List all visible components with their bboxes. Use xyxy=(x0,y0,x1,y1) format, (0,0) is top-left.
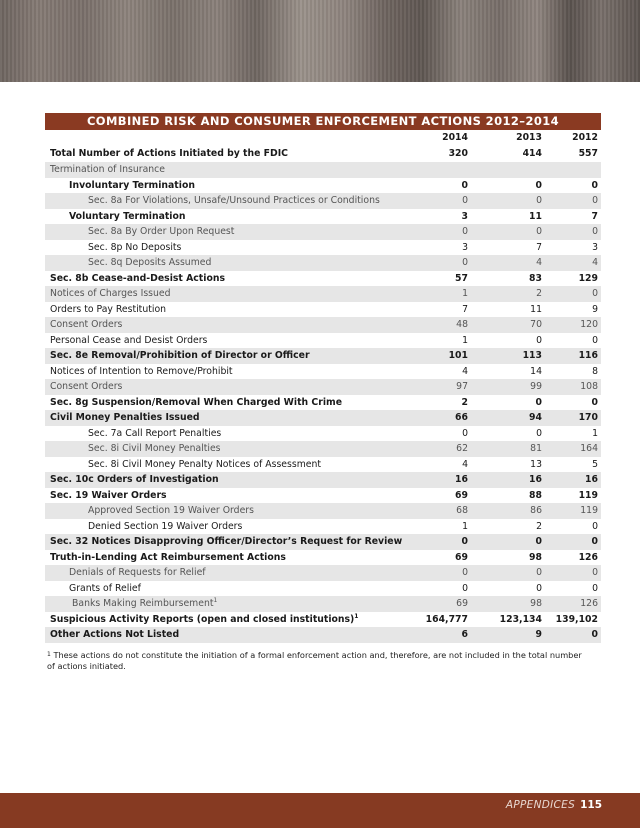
cell-value-2014: 4 xyxy=(462,365,468,377)
cell-value-2012: 0 xyxy=(591,396,598,408)
cell-value-2013: 81 xyxy=(530,443,542,454)
table-row xyxy=(45,596,601,612)
cell-value-2014: 0 xyxy=(462,226,468,237)
cell-value-2013: 70 xyxy=(530,319,542,330)
year-header: 2013 xyxy=(516,132,542,143)
table-body xyxy=(45,146,601,643)
row-label: Sec. 8i Civil Money Penalties xyxy=(88,443,221,454)
cell-value-2013: 9 xyxy=(535,629,542,640)
cell-value-2012: 7 xyxy=(591,210,598,222)
cell-value-2013: 98 xyxy=(530,598,542,609)
cell-value-2013: 0 xyxy=(536,567,542,578)
cell-value-2012: 129 xyxy=(578,272,598,284)
cell-value-2012: 0 xyxy=(592,567,598,578)
table-row xyxy=(45,503,601,519)
cell-value-2014: 7 xyxy=(462,303,468,315)
table-row xyxy=(45,348,601,364)
cell-value-2014: 6 xyxy=(461,629,468,640)
cell-value-2013: 94 xyxy=(529,412,542,423)
cell-value-2014: 69 xyxy=(456,598,468,609)
cell-value-2014 xyxy=(408,162,468,178)
footnote: $^1$ These actions do not constitute the initiation of a formal enforcement action and, therefore, are not included in the total number of actions initiated. xyxy=(47,650,582,671)
cell-value-2014: 164,777 xyxy=(425,613,468,625)
cell-value-2013: 14 xyxy=(530,365,542,377)
cell-value-2013: 0 xyxy=(536,427,542,439)
cell-value-2012: 108 xyxy=(580,381,598,392)
table-row xyxy=(45,488,601,504)
cell-value-2012: 126 xyxy=(580,598,598,609)
row-label: Sec. 8b Cease-and-Desist Actions xyxy=(50,272,225,284)
cell-value-2012: 5 xyxy=(592,458,598,470)
table-row xyxy=(45,255,601,271)
table-row xyxy=(45,271,601,287)
cell-value-2013: 0 xyxy=(536,226,542,237)
table-row xyxy=(45,534,601,550)
row-label: Involuntary Termination xyxy=(69,179,195,191)
cell-value-2013: 86 xyxy=(530,505,542,516)
cell-value-2012: 0 xyxy=(592,195,598,206)
cell-value-2012: 119 xyxy=(580,505,598,516)
row-label: Sec. 8a For Violations, Unsafe/Unsound Practices or Conditions xyxy=(88,195,380,206)
cell-value-2014: 101 xyxy=(448,350,468,361)
table-row xyxy=(45,472,601,488)
table-row xyxy=(45,162,601,178)
row-label: Denied Section 19 Waiver Orders xyxy=(88,520,243,532)
cell-value-2012: 139,102 xyxy=(555,613,598,625)
row-label: Sec. 32 Notices Disapproving Officer/Director’s Request for Review xyxy=(50,536,403,547)
cell-value-2013: 414 xyxy=(522,148,542,159)
row-label: Sec. 8e Removal/Prohibition of Director or Officer xyxy=(50,350,310,361)
cell-value-2013: 0 xyxy=(535,536,542,547)
row-label: Notices of Charges Issued xyxy=(50,288,171,299)
cell-value-2013: 0 xyxy=(535,396,542,408)
cell-value-2014: 0 xyxy=(461,536,468,547)
cell-value-2012: 0 xyxy=(592,226,598,237)
row-label: Sec. 7a Call Report Penalties xyxy=(88,427,222,439)
cell-value-2014: 16 xyxy=(455,474,468,485)
page-number: 115 xyxy=(580,799,602,811)
row-label: Orders to Pay Restitution xyxy=(50,303,167,315)
cell-value-2013: 16 xyxy=(529,474,542,485)
cell-value-2014: 69 xyxy=(455,551,468,563)
cell-value-2013: 2 xyxy=(536,288,542,299)
table-row xyxy=(45,395,601,411)
table-row xyxy=(45,224,601,240)
row-label: Banks Making Reimbursement$^1$ xyxy=(72,597,218,609)
table-row xyxy=(45,333,601,349)
table-row xyxy=(45,550,601,566)
row-label: Consent Orders xyxy=(50,319,123,330)
cell-value-2013: 98 xyxy=(529,551,542,563)
row-label: Sec. 19 Waiver Orders xyxy=(50,489,167,501)
row-label: Approved Section 19 Waiver Orders xyxy=(88,505,254,516)
cell-value-2014: 320 xyxy=(448,148,468,159)
cell-value-2013: 83 xyxy=(529,272,542,284)
cell-value-2012: 3 xyxy=(592,241,598,253)
cell-value-2013 xyxy=(468,162,542,178)
row-label: Voluntary Termination xyxy=(69,210,186,222)
cell-value-2012: 9 xyxy=(592,303,598,315)
cell-value-2014: 57 xyxy=(455,272,468,284)
cell-value-2013: 0 xyxy=(536,334,542,346)
table-row xyxy=(45,240,601,256)
row-label: Sec. 8g Suspension/Removal When Charged With Crime xyxy=(50,396,342,408)
cell-value-2013: 0 xyxy=(536,582,542,594)
row-label: Sec. 8i Civil Money Penalty Notices of Assessment xyxy=(88,458,322,470)
cell-value-2013: 0 xyxy=(535,179,542,191)
cell-value-2012: 0 xyxy=(591,179,598,191)
table-row xyxy=(45,410,601,426)
table-row xyxy=(45,581,601,597)
row-label: Civil Money Penalties Issued xyxy=(50,412,200,423)
cell-value-2013: 113 xyxy=(522,350,542,361)
cell-value-2014: 3 xyxy=(461,210,468,222)
row-label: Grants of Relief xyxy=(69,582,141,594)
row-label: Notices of Intention to Remove/Prohibit xyxy=(50,365,233,377)
table-row xyxy=(45,209,601,225)
cell-value-2013: 11 xyxy=(529,210,542,222)
cell-value-2012: 170 xyxy=(578,412,598,423)
cell-value-2012: 0 xyxy=(592,582,598,594)
cell-value-2014: 66 xyxy=(455,412,468,423)
cell-value-2012: 8 xyxy=(592,365,598,377)
cell-value-2013: 88 xyxy=(529,489,542,501)
table-row xyxy=(45,612,601,628)
table-row xyxy=(45,426,601,442)
table-row xyxy=(45,627,601,643)
row-label: Suspicious Activity Reports (open and closed institutions)$^1$ xyxy=(50,612,359,625)
table-row xyxy=(45,178,601,194)
year-header-row xyxy=(45,130,601,146)
table-row xyxy=(45,379,601,395)
cell-value-2013: 2 xyxy=(536,520,542,532)
cell-value-2013: 7 xyxy=(536,241,542,253)
cell-value-2012: 1 xyxy=(592,427,598,439)
page-footer xyxy=(0,793,640,828)
cell-value-2014: 4 xyxy=(462,458,468,470)
cell-value-2013: 123,134 xyxy=(499,613,542,625)
cell-value-2014: 0 xyxy=(462,257,468,268)
cell-value-2012: 0 xyxy=(591,629,598,640)
cell-value-2012: 126 xyxy=(578,551,598,563)
row-label: Total Number of Actions Initiated by the FDIC xyxy=(50,148,289,159)
cell-value-2014: 97 xyxy=(456,381,468,392)
row-label: Consent Orders xyxy=(50,381,123,392)
cell-value-2014: 0 xyxy=(462,427,468,439)
cell-value-2012: 119 xyxy=(578,489,598,501)
table-row xyxy=(45,565,601,581)
cell-value-2014: 1 xyxy=(462,288,468,299)
cell-value-2014: 69 xyxy=(455,489,468,501)
table-row xyxy=(45,519,601,535)
year-header: 2014 xyxy=(442,132,468,143)
cell-value-2012: 0 xyxy=(592,288,598,299)
cell-value-2014: 62 xyxy=(456,443,468,454)
table-row xyxy=(45,193,601,209)
cell-value-2014: 0 xyxy=(461,179,468,191)
cell-value-2014: 1 xyxy=(462,334,468,346)
table-row xyxy=(45,457,601,473)
section-name: APPENDICES xyxy=(505,799,576,811)
row-label: Sec. 10c Orders of Investigation xyxy=(50,474,219,485)
cell-value-2014: 0 xyxy=(462,195,468,206)
table-row xyxy=(45,286,601,302)
row-label: Sec. 8a By Order Upon Request xyxy=(88,226,235,237)
cell-value-2013: 0 xyxy=(536,195,542,206)
cell-value-2014: 0 xyxy=(462,567,468,578)
row-label: Other Actions Not Listed xyxy=(50,629,180,640)
table-row xyxy=(45,441,601,457)
row-label: Truth-in-Lending Act Reimbursement Actions xyxy=(50,551,286,563)
table-row xyxy=(45,302,601,318)
cell-value-2012: 0 xyxy=(591,536,598,547)
cell-value-2014: 68 xyxy=(456,505,468,516)
row-label: Termination of Insurance xyxy=(50,164,165,175)
cell-value-2014: 2 xyxy=(461,396,468,408)
cell-value-2013: 99 xyxy=(530,381,542,392)
cell-value-2013: 4 xyxy=(536,257,542,268)
cell-value-2012: 120 xyxy=(580,319,598,330)
cell-value-2012: 0 xyxy=(592,334,598,346)
enforcement-actions-table xyxy=(45,113,601,643)
table-row xyxy=(45,364,601,380)
year-header: 2012 xyxy=(572,132,598,143)
cell-value-2014: 1 xyxy=(462,520,468,532)
cell-value-2012: 0 xyxy=(592,520,598,532)
row-label: Personal Cease and Desist Orders xyxy=(50,334,208,346)
cell-value-2014: 48 xyxy=(456,319,468,330)
cell-value-2012: 4 xyxy=(592,257,598,268)
cell-value-2014: 3 xyxy=(462,241,468,253)
cell-value-2014: 0 xyxy=(462,582,468,594)
cell-value-2012: 116 xyxy=(578,350,598,361)
table-title: COMBINED RISK AND CONSUMER ENFORCEMENT ACTIONS 2012–2014 xyxy=(45,113,601,130)
cell-value-2012: 557 xyxy=(578,148,598,159)
table-row xyxy=(45,146,601,162)
cell-value-2012: 164 xyxy=(580,443,598,454)
table-row xyxy=(45,317,601,333)
cell-value-2012: 16 xyxy=(585,474,598,485)
cell-value-2013: 13 xyxy=(530,458,542,470)
cell-value-2013: 11 xyxy=(530,303,542,315)
row-label: Sec. 8q Deposits Assumed xyxy=(88,257,212,268)
row-label: Denials of Requests for Relief xyxy=(69,567,206,578)
cell-value-2012 xyxy=(542,162,601,178)
row-label: Sec. 8p No Deposits xyxy=(88,241,182,253)
header-banner-image xyxy=(0,0,640,82)
